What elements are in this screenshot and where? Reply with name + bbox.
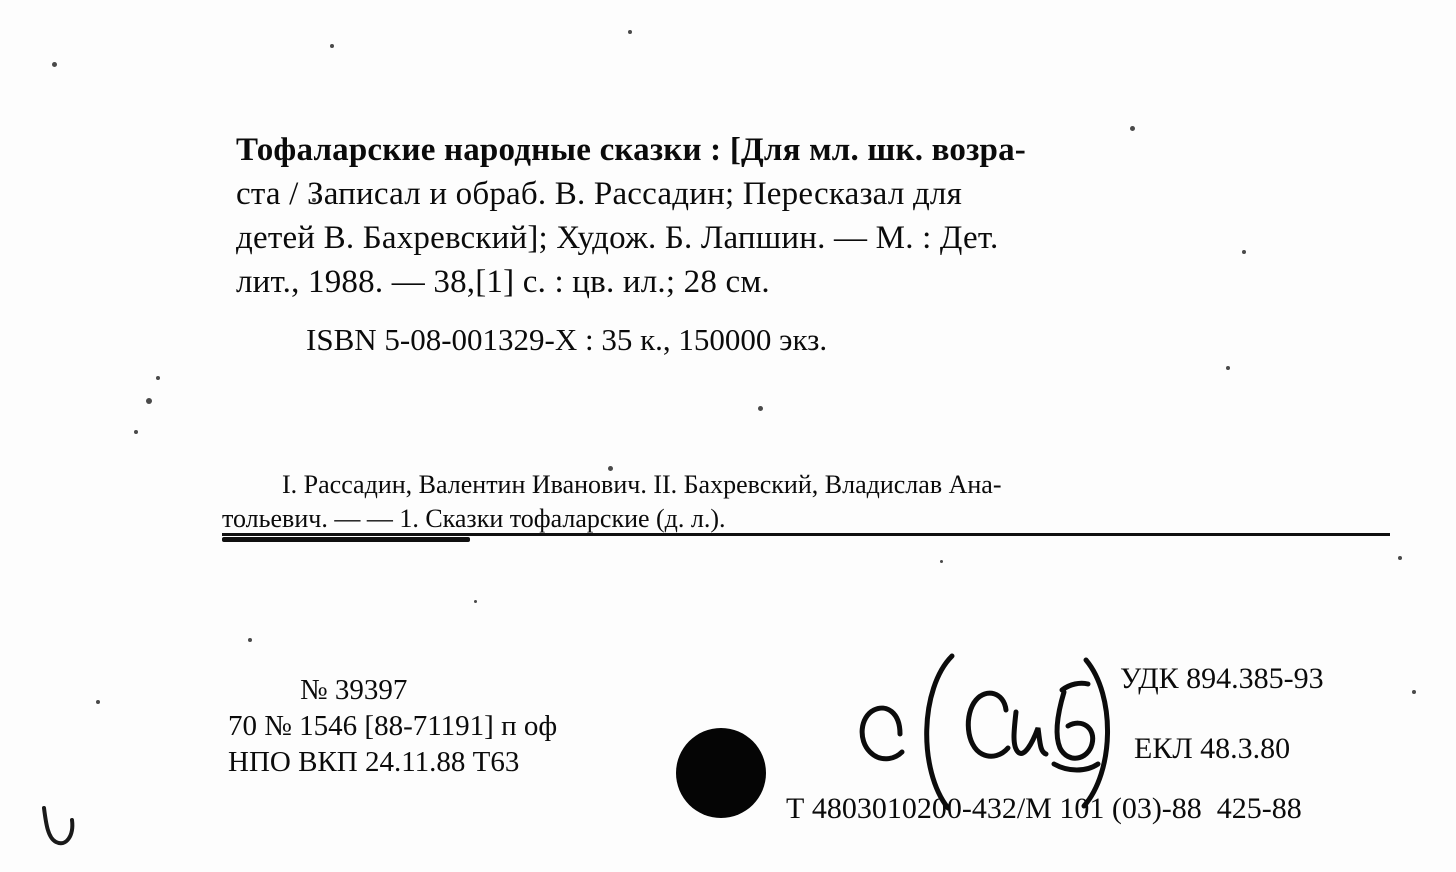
scan-speck — [134, 430, 138, 434]
tracing-line-2: тольевич. — — 1. Сказки тофаларские (д. л.). — [222, 504, 726, 533]
biblio-line-2: ста / Записал и обраб. В. Рассадин; Пересказал для — [236, 176, 962, 212]
biblio-line-4: лит., 1988. — 38,[1] с. : цв. ил.; 28 см. — [236, 264, 770, 300]
tracing-line-1: I. Рассадин, Валентин Иванович. II. Бахревский, Владислав Ана- — [282, 470, 1002, 499]
scan-speck — [474, 600, 477, 603]
isbn-line: ISBN 5-08-001329-X : 35 к., 150000 экз. — [306, 322, 828, 357]
stamp-line-2: 70 № 1546 [88-71191] п оф — [228, 710, 558, 742]
stamp-line-3: НПО ВКП 24.11.88 Т63 — [228, 746, 520, 778]
underline-rule-short — [222, 537, 470, 542]
scan-speck — [330, 44, 334, 48]
scan-speck — [1398, 556, 1402, 560]
scan-speck — [52, 62, 57, 67]
stamp-line-1: № 39397 — [300, 674, 408, 706]
pen-squiggle-mark — [34, 802, 94, 862]
bibliographic-description — [236, 128, 1416, 304]
udk-code: УДК 894.385-93 — [1120, 662, 1324, 695]
tracings-block — [222, 468, 1412, 536]
imprint-number-line: Т 4803010200-432/М 101 (03)-88 425-88 — [786, 792, 1302, 825]
scan-speck — [96, 700, 100, 704]
scan-speck — [146, 398, 152, 404]
scan-speck — [940, 560, 943, 563]
ink-blot — [676, 728, 766, 818]
scan-speck — [156, 376, 160, 380]
scan-speck — [248, 638, 252, 642]
biblio-line-3: детей В. Бахревский]; Худож. Б. Лапшин. — М. : Дет. — [236, 220, 999, 256]
classification-codes — [1120, 660, 1420, 768]
ekl-code: ЕКЛ 48.3.80 — [1134, 732, 1291, 765]
scan-speck — [628, 30, 632, 34]
scan-speck — [758, 406, 763, 411]
registration-stamp-block — [228, 672, 698, 780]
underline-rule-long — [222, 533, 1390, 536]
biblio-line-1: Тофаларские народные сказки : [Для мл. шк. возра- — [236, 132, 1026, 168]
scan-speck — [1226, 366, 1230, 370]
